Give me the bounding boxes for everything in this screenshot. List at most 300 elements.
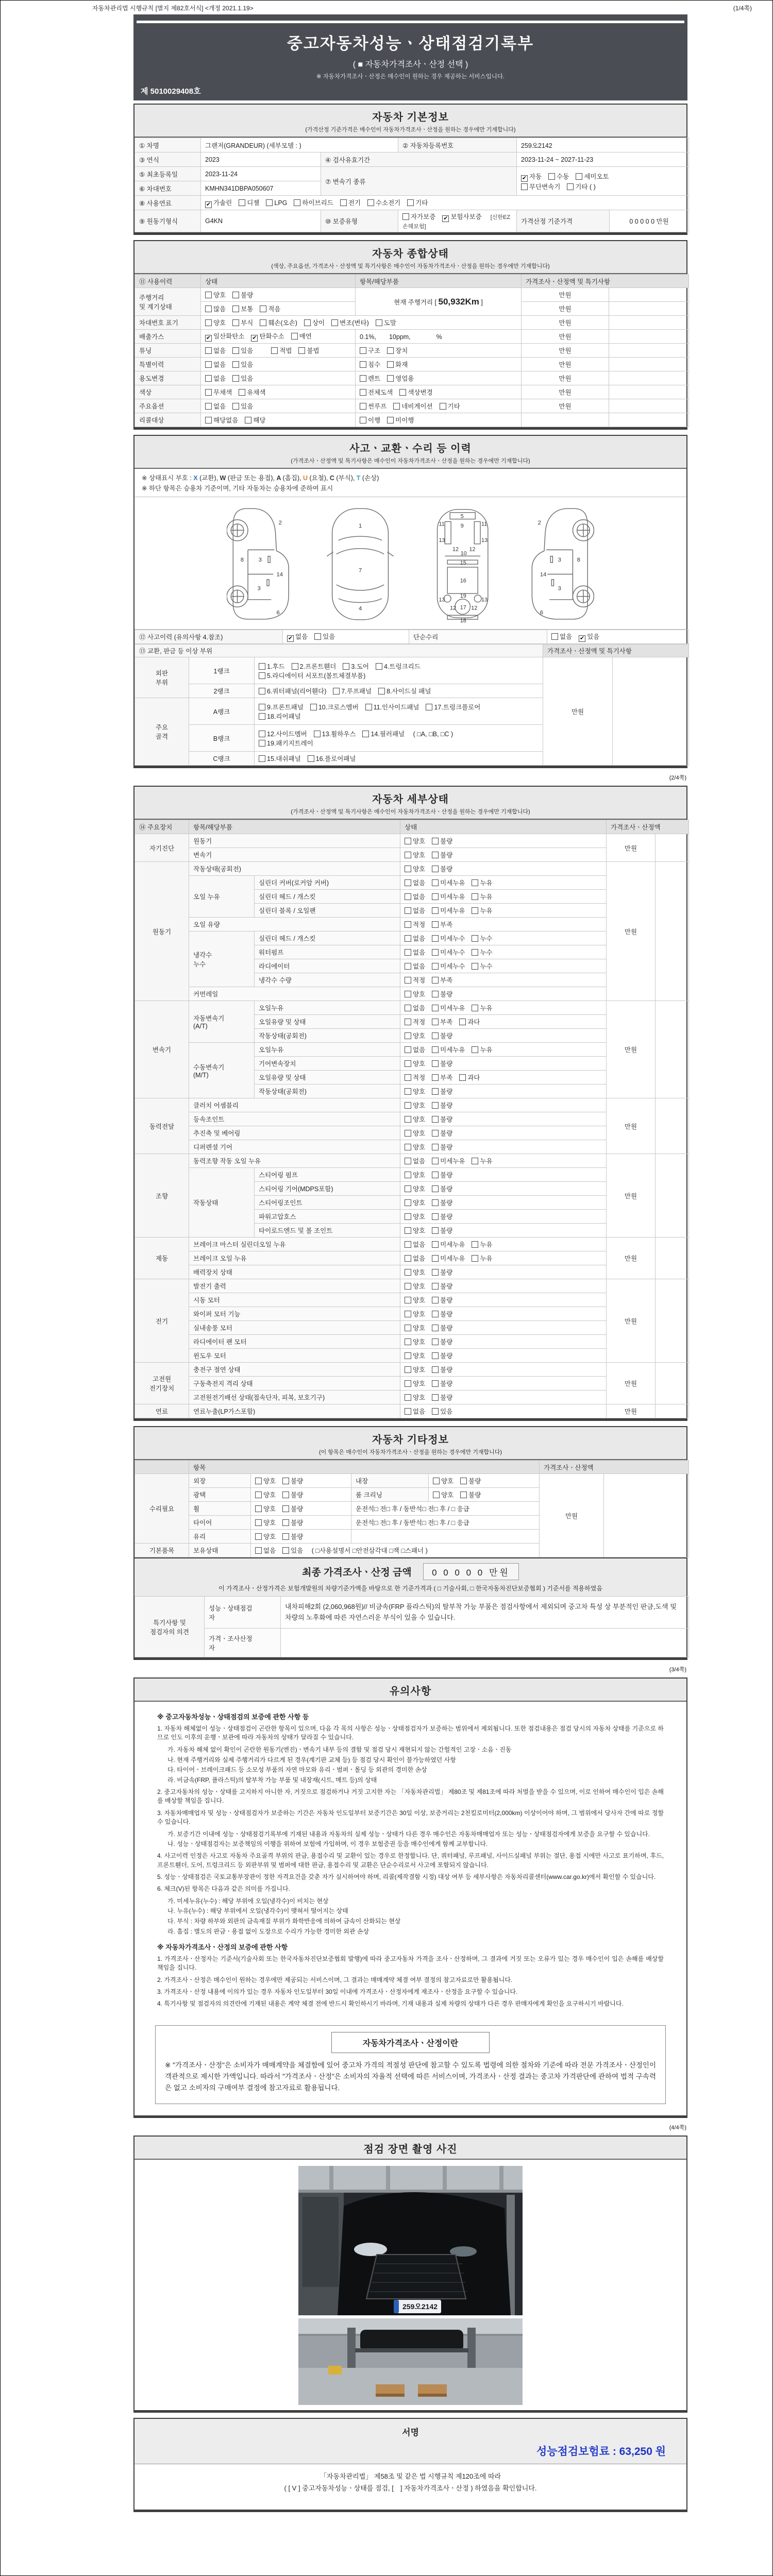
checkbox-icon[interactable] [405,1060,411,1067]
checkbox-icon[interactable] [472,1046,478,1053]
cell: ③ 연식 [135,152,201,167]
svg-text:13: 13 [481,597,488,603]
checkbox-icon[interactable] [567,183,574,190]
checkbox-icon[interactable] [405,852,411,858]
checkbox-icon[interactable] [432,1046,439,1053]
checkbox-icon[interactable] [432,1172,439,1178]
cell: 시동 모터 [189,1293,400,1307]
table-row [135,1001,689,1015]
checkbox-icon[interactable] [255,1533,262,1540]
checkbox-icon[interactable] [259,672,265,679]
choice-불량: 불량 [432,1351,452,1360]
checkbox-icon[interactable] [260,306,266,312]
checkbox-icon[interactable] [405,1352,411,1359]
checkbox-icon[interactable] [405,1283,411,1290]
confirmation-text [135,2464,686,2510]
status-options [400,1057,607,1071]
report-title: 중고자동차성능ㆍ상태점검기록부 [287,35,534,53]
checkbox-icon[interactable] [360,375,366,382]
table-row [135,1154,689,1168]
checkbox-icon[interactable]: ✔ [443,215,448,222]
checkbox-icon[interactable] [282,1519,289,1526]
checkbox-icon[interactable] [365,704,372,710]
checkbox-icon[interactable] [472,949,478,956]
checkbox-icon[interactable] [432,879,439,886]
checkbox-icon[interactable] [232,292,239,298]
checkbox-icon[interactable] [314,633,321,640]
checkbox-icon[interactable] [387,375,394,382]
checkbox-icon[interactable] [405,1102,411,1109]
checkbox-icon[interactable] [472,879,478,886]
checkbox-icon[interactable] [432,935,439,942]
checkbox-icon[interactable] [432,1352,439,1359]
checkbox-icon[interactable] [472,963,478,970]
notice-line: 5. 성능ㆍ상태점검은 국토교통부장관이 정한 자격요건을 갖춘 자가 실시하여야 하며, 리콜(제작결함 시정) 대상 여부 등 세부사항은 자동차리콜센터(www.car.go.kr)에서 확인할 수 있습니다. [157,1873,656,1880]
choice-렌트: 렌트 [360,374,380,383]
svg-text:15: 15 [460,560,466,566]
choice-적정: 적정 [405,920,425,929]
cell: 가격조사ㆍ산정액 [540,1461,689,1474]
status-options [400,890,607,904]
cell: 라디에이터 [255,959,400,973]
checkbox-icon[interactable] [459,1019,466,1025]
checkbox-icon[interactable] [432,991,439,997]
checkbox-icon[interactable] [294,199,300,206]
cell [251,1516,351,1530]
position-note: 운전석□ 전□ 후 / 동반석□ 전□ 후 / □ 응급 [351,1516,540,1530]
checkbox-icon[interactable] [432,1032,439,1039]
checkbox-icon[interactable] [460,1478,467,1484]
checkbox-icon[interactable] [432,963,439,970]
checkbox-icon[interactable] [282,1492,289,1498]
checkbox-icon[interactable] [432,1019,439,1025]
checkbox-icon[interactable] [239,199,245,206]
choice-기타: 기타 [440,401,460,411]
engine-type: G4KN [201,210,321,232]
checkbox-icon[interactable] [205,292,212,298]
checkbox-icon[interactable] [266,199,273,206]
cell [251,1530,351,1544]
checkbox-icon[interactable] [360,389,366,396]
checkbox-icon[interactable] [472,907,478,914]
checkbox-icon[interactable] [405,1269,411,1276]
checkbox-icon[interactable] [362,731,369,737]
checkbox-icon[interactable] [405,1116,411,1123]
checkbox-icon[interactable] [432,1366,439,1373]
checkbox-icon[interactable] [399,389,406,396]
checkbox-icon[interactable] [205,306,212,312]
choice-부식: 부식 [232,318,253,327]
choice-양호: 양호 [205,318,226,327]
checkbox-icon[interactable]: ✔ [288,635,293,641]
device-label: 전기 [135,1279,189,1363]
checkbox-icon[interactable]: ✔ [252,335,257,341]
checkbox-icon[interactable] [432,866,439,872]
checkbox-icon[interactable] [360,417,366,423]
checkbox-icon[interactable] [245,417,251,423]
checkbox-icon[interactable] [405,893,411,900]
checkbox-icon[interactable] [433,1492,440,1498]
overall-state-table [135,274,689,427]
checkbox-icon[interactable] [405,1380,411,1387]
checkbox-icon[interactable] [432,1060,439,1067]
checkbox-icon[interactable] [432,1283,439,1290]
status-options [400,1279,607,1293]
checkbox-icon[interactable] [333,688,340,694]
accident-history-options [283,630,409,644]
table-row [135,876,689,890]
checkbox-icon[interactable] [298,347,305,354]
checkbox-icon[interactable] [405,1185,411,1192]
car-diagrams [135,497,686,630]
accident-summary-table [135,630,689,644]
checkbox-icon[interactable] [432,949,439,956]
checkbox-icon[interactable] [472,893,478,900]
checkbox-icon[interactable] [405,1408,411,1415]
checkbox-icon[interactable] [405,977,411,984]
checkbox-icon[interactable] [405,838,411,844]
checkbox-icon[interactable] [405,1005,411,1011]
checkbox-icon[interactable] [405,1158,411,1164]
table-row [135,1126,689,1140]
checkbox-icon[interactable] [255,1478,262,1484]
cell: 2랭크 [189,684,255,698]
checkbox-icon[interactable]: ✔ [206,335,211,341]
checkbox-icon[interactable] [405,1311,411,1317]
checkbox-icon[interactable] [405,963,411,970]
checkbox-icon[interactable] [259,704,265,710]
checkbox-icon[interactable] [460,1492,467,1498]
transmission-options [517,167,689,196]
checkbox-icon[interactable] [433,1478,440,1484]
checkbox-icon[interactable] [405,935,411,942]
cell: 만원 [522,371,609,385]
cell [135,1461,189,1474]
checkbox-icon[interactable] [472,1005,478,1011]
checkbox-icon[interactable] [405,1325,411,1331]
checkbox-icon[interactable] [393,403,400,410]
cell: 수동변속기 (M/T) [189,1043,255,1098]
checkbox-icon[interactable]: ✔ [206,201,211,208]
cell [201,399,356,413]
checkbox-icon[interactable] [405,1255,411,1262]
checkbox-icon[interactable] [232,361,239,368]
checkbox-icon[interactable] [405,1199,411,1206]
status-code-legend [135,469,686,497]
table-row [135,1140,689,1154]
cell: 작동상태(공회전) [255,1084,400,1098]
checkbox-icon[interactable] [405,1394,411,1401]
choice-불량: 불량 [432,1212,452,1221]
checkbox-icon[interactable] [292,663,298,670]
checkbox-icon[interactable] [405,1172,411,1178]
checkbox-icon[interactable] [387,347,394,354]
checkbox-icon[interactable] [405,1241,411,1248]
checkbox-icon[interactable] [259,740,265,747]
checkbox-icon[interactable] [405,991,411,997]
checkbox-icon[interactable] [407,199,414,206]
choice-불량: 불량 [460,1490,481,1499]
checkbox-icon[interactable] [405,1088,411,1095]
checkbox-icon[interactable] [205,361,212,368]
checkbox-icon[interactable] [205,417,212,423]
table-row [135,1629,689,1657]
checkbox-icon[interactable] [432,1185,439,1192]
cell: 실린더 블록 / 오일팬 [255,904,400,918]
cell: 실내송풍 모터 [189,1321,400,1335]
checkbox-icon[interactable] [282,1478,289,1484]
table-row [135,1461,689,1474]
checkbox-icon[interactable] [405,1338,411,1345]
checkbox-icon[interactable] [440,403,446,410]
device-label: 고전원 전기장치 [135,1363,189,1404]
svg-text:5: 5 [460,513,464,520]
checkbox-icon[interactable]: ✔ [580,635,585,641]
checkbox-icon[interactable] [405,1144,411,1150]
checkbox-icon[interactable] [432,1325,439,1331]
status-options [400,1377,607,1391]
checkbox-icon[interactable] [205,319,212,326]
checkbox-icon[interactable] [343,663,349,670]
checkbox-icon[interactable] [432,1199,439,1206]
table-row [135,630,689,644]
checkbox-icon[interactable] [432,1297,439,1303]
choice-12.사이드멤버: 12.사이드멤버 [259,729,307,738]
checkbox-icon[interactable] [432,1338,439,1345]
checkbox-icon[interactable] [314,731,321,737]
checkbox-icon[interactable] [551,633,558,640]
choice-불량: 불량 [432,1170,452,1179]
checkbox-icon[interactable] [405,879,411,886]
choice-불량: 불량 [432,1087,452,1096]
notice-line: 1. 가격조사ㆍ산정자는 기준서(기술사회 또는 한국자동차진단보증협회 발행)에 따라 중고자동차 가격을 조사ㆍ산정하며, 그 결과에 거짓 또는 오류가 있는 경우 매수인이 입은 손해를 배상할 책임을 집니다. [157,1955,664,1972]
legend-line: ※ 상태표시 부호 : X (교환), W (판금 또는 용접), A (흠집), U (요철), C (부식), T (손상) [142,474,379,482]
choice-양호: 양호 [433,1490,453,1499]
vin: KMHN341DBPA050607 [201,181,321,196]
checkbox-icon[interactable] [282,1505,289,1512]
checkbox-icon[interactable] [259,755,265,762]
status-options [400,1029,607,1043]
checkbox-icon[interactable] [432,1255,439,1262]
checkbox-icon[interactable] [432,1116,439,1123]
checkbox-icon[interactable] [360,361,366,368]
checkbox-icon[interactable] [255,1505,262,1512]
checkbox-icon[interactable] [282,1547,289,1554]
choice-있음: 있음 [282,1546,303,1555]
checkbox-icon[interactable] [291,333,298,340]
checkbox-icon[interactable] [459,1074,466,1081]
choice-8.사이드실 패널: 8.사이드실 패널 [378,686,431,696]
checkbox-icon[interactable] [367,199,374,206]
checkbox-icon[interactable] [232,403,239,410]
choice-없음: 없음 [405,1253,425,1263]
notice-line: 나. 현재 주행거리와 실제 주행거리가 다르게 된 경우(계기판 교체 등) 등 점검 당시 확인이 불가능하였던 사항 [167,1756,456,1764]
model-year: 2023 [201,152,321,167]
checkbox-icon[interactable] [432,1088,439,1095]
checkbox-icon[interactable] [472,1158,478,1164]
choice-누유: 누유 [472,906,492,915]
checkbox-icon[interactable] [472,1241,478,1248]
checkbox-icon[interactable] [239,389,245,396]
checkbox-icon[interactable] [232,375,239,382]
choice-없음: 없음 [405,878,425,887]
signature-title: 서명 [402,2427,419,2437]
choice-양호: 양호 [405,1212,425,1221]
checkbox-icon[interactable] [576,173,582,180]
cell: 타이로드엔드 및 볼 조인트 [255,1224,400,1238]
cell [201,413,356,427]
checkbox-icon[interactable] [340,199,347,206]
checkbox-icon[interactable]: ✔ [522,175,527,181]
choice-불량: 불량 [282,1504,303,1513]
checkbox-icon[interactable] [232,347,239,354]
checkbox-icon[interactable] [255,1492,262,1498]
svg-text:14: 14 [540,571,547,578]
table-row [135,1251,689,1265]
checkbox-icon[interactable] [432,1311,439,1317]
checkbox-icon[interactable] [432,1227,439,1234]
choice-유채색: 유채색 [239,387,265,397]
checkbox-icon[interactable] [205,375,212,382]
checkbox-icon[interactable] [432,1394,439,1401]
notice-line: ※ 자동차가격조사ㆍ산정의 보증에 관한 사항 [157,1943,288,1951]
choice-침수: 침수 [360,360,380,369]
checkbox-icon[interactable] [331,319,338,326]
checkbox-icon[interactable] [304,319,311,326]
checkbox-icon[interactable] [405,907,411,914]
checkbox-icon[interactable] [259,688,265,694]
choice-해당없음: 해당없음 [205,415,238,425]
cell: 커먼레일 [189,987,400,1001]
choice-일산화탄소: ✔ 일산화탄소 [206,333,245,341]
section-overall-state [133,240,687,430]
checkbox-icon[interactable] [405,1074,411,1081]
checkbox-icon[interactable] [282,1533,289,1540]
checkbox-icon[interactable] [376,319,382,326]
panel-rank-table [135,644,689,766]
choice-불량: 불량 [432,1309,452,1318]
checkbox-icon[interactable] [310,704,317,710]
checkbox-icon[interactable] [205,389,212,396]
checkbox-icon[interactable] [360,403,366,410]
checkbox-icon[interactable] [232,306,239,312]
checkbox-icon[interactable] [255,1547,262,1554]
checkbox-icon[interactable] [405,1213,411,1220]
checkbox-icon[interactable] [472,1255,478,1262]
choice-양호: 양호 [405,1184,425,1193]
checkbox-icon[interactable] [472,935,478,942]
checkbox-icon[interactable] [426,704,432,710]
checkbox-icon[interactable] [405,1130,411,1137]
checkbox-icon[interactable] [432,838,439,844]
checkbox-icon[interactable] [432,1408,439,1415]
checkbox-icon[interactable] [402,213,409,220]
cell: 동력조향 작동 오일 누유 [189,1154,400,1168]
checkbox-icon[interactable] [255,1519,262,1526]
status-options [400,959,607,973]
checkbox-icon[interactable] [432,1130,439,1137]
checkbox-icon[interactable] [405,949,411,956]
checkbox-icon[interactable] [432,977,439,984]
checkbox-icon[interactable] [232,319,239,326]
choice-불량: 불량 [432,1323,452,1332]
checkbox-icon[interactable] [405,1227,411,1234]
cell: 스티어링 기어(MDPS포함) [255,1182,400,1196]
final-price-note: 이 가격조사ㆍ산정가격은 보험개발원의 차량기준가액을 바탕으로 한 기준가격과 ( □ 기술사회, □ 한국자동차진단보증협회 ) 기준서를 적용하였음 [219,1585,602,1592]
checkbox-icon[interactable] [405,1032,411,1039]
final-price-value: 0 0 0 0 0 만원 [423,1563,519,1580]
checkbox-icon[interactable] [387,361,394,368]
table-row [135,1098,689,1112]
choice-13.휠하우스: 13.휠하우스 [314,729,356,738]
cell: 상태 [400,820,607,834]
checkbox-icon[interactable] [405,1297,411,1303]
checkbox-icon[interactable] [432,1380,439,1387]
cell [251,1488,351,1502]
checkbox-icon[interactable] [405,1046,411,1053]
status-options [400,1098,607,1112]
checkbox-icon[interactable] [432,1158,439,1164]
car-diagram-left-side [227,505,296,623]
cell: 오일누유 [255,1043,400,1057]
checkbox-icon[interactable] [271,347,278,354]
choice-미세누유: 미세누유 [432,1156,465,1165]
checkbox-icon[interactable] [548,173,555,180]
checkbox-icon[interactable] [432,893,439,900]
checkbox-icon[interactable] [432,1213,439,1220]
choice-3.도어: 3.도어 [343,662,369,671]
cell [429,1474,540,1488]
basic-items-options: 없음 있음 ( □사용설명서 □안전삼각대 □잭 □스패너 ) [251,1544,540,1557]
svg-text:17: 17 [460,604,466,611]
checkbox-icon[interactable] [205,347,212,354]
checkbox-icon[interactable] [405,1366,411,1373]
checkbox-icon[interactable] [432,1005,439,1011]
checkbox-icon[interactable] [259,713,265,720]
checkbox-icon[interactable] [405,1019,411,1025]
checkbox-icon[interactable] [432,1144,439,1150]
checkbox-icon[interactable] [205,403,212,410]
checkbox-icon[interactable] [432,1074,439,1081]
checkbox-icon[interactable] [387,417,394,423]
checkbox-icon[interactable] [378,688,385,694]
checkbox-icon[interactable] [405,866,411,872]
choice-없음: 없음 [405,947,425,957]
checkbox-icon[interactable] [521,183,528,190]
device-label: 동력전달 [135,1098,189,1154]
checkbox-icon[interactable] [260,319,266,326]
checkbox-icon[interactable] [376,663,382,670]
cell: 단순수리 [409,630,547,644]
checkbox-icon[interactable] [432,907,439,914]
checkbox-icon[interactable] [259,663,265,670]
checkbox-icon[interactable] [405,921,411,928]
table-row [135,1265,689,1279]
section-title: 자동차 기타정보 [372,1434,449,1446]
cell: 가격ㆍ조사산정 자 [205,1629,281,1657]
cell: 항목 [189,1461,540,1474]
checkbox-icon[interactable] [308,755,314,762]
checkbox-icon[interactable] [432,921,439,928]
choice-양호: 양호 [405,989,425,998]
checkbox-icon[interactable] [432,1102,439,1109]
checkbox-icon[interactable] [432,1241,439,1248]
checkbox-icon[interactable] [432,852,439,858]
choice-양호: 양호 [405,1379,425,1388]
checkbox-icon[interactable] [360,347,366,354]
checkbox-icon[interactable] [259,731,265,737]
checkbox-icon[interactable] [432,1269,439,1276]
